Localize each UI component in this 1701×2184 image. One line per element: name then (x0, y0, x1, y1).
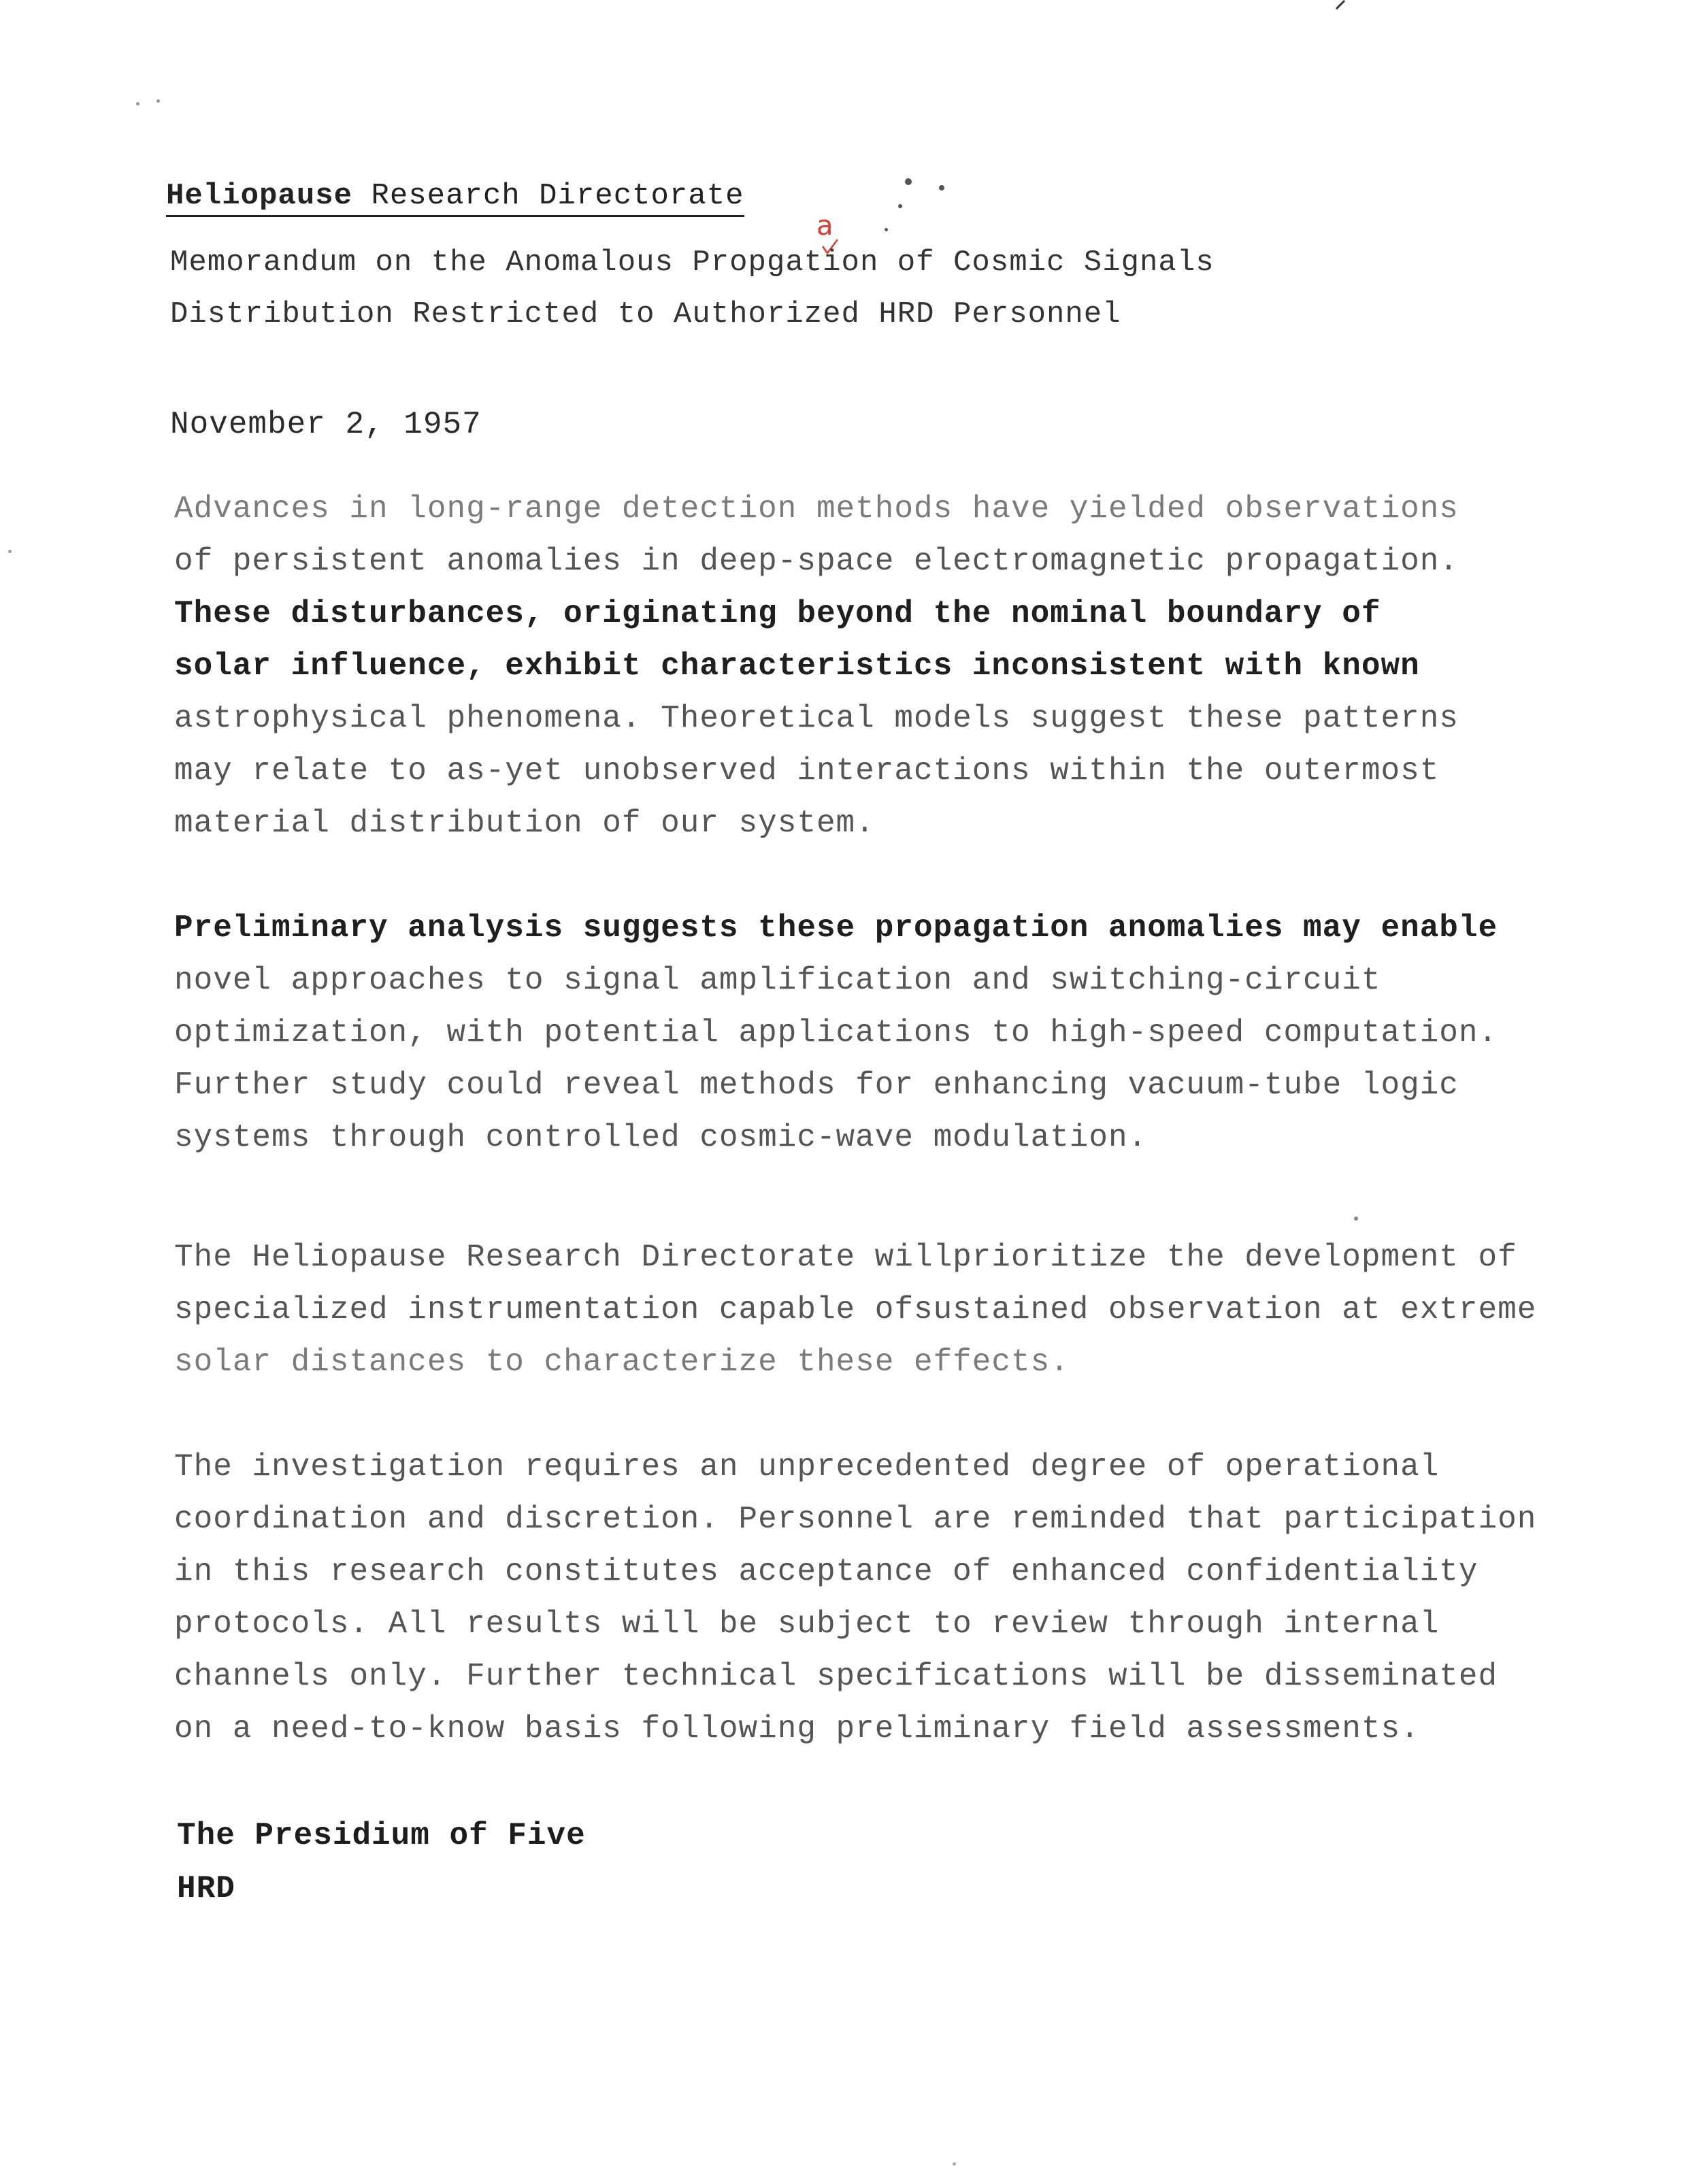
p3-line-2: specialized instrumentation capable ofsustained observation at extreme (174, 1292, 1537, 1327)
p4-line-2: coordination and discretion. Personnel are reminded that participation (174, 1502, 1537, 1537)
memo-date: November 2, 1957 (170, 407, 482, 442)
p2-line-1: Preliminary analysis suggests these propagation anomalies may enable (174, 910, 1498, 946)
p4-line-5: channels only. Further technical specifications will be disseminated (174, 1659, 1498, 1694)
heading-bold-word: Heliopause (166, 179, 353, 213)
p2-line-2: novel approaches to signal amplification and switching-circuit (174, 963, 1381, 998)
p1-line-4: solar influence, exhibit characteristics inconsistent with known (174, 648, 1420, 684)
memo-subtitle-line-1: Memorandum on the Anomalous Propgation of Cosmic Signals (170, 246, 1215, 280)
correction-letter: a (816, 210, 833, 242)
p2-line-3: optimization, with potential applications to high-speed computation. (174, 1015, 1498, 1050)
p1-line-5: astrophysical phenomena. Theoretical models suggest these patterns (174, 701, 1459, 736)
scan-speck (136, 102, 139, 105)
p3-line-1: The Heliopause Research Directorate willprioritize the development of (174, 1240, 1517, 1275)
p1-line-3: These disturbances, originating beyond the nominal boundary of (174, 596, 1381, 631)
heading-rest: Research Directorate (352, 179, 744, 213)
scan-speck (905, 178, 912, 185)
memo-heading (166, 178, 744, 217)
scan-speck (939, 185, 944, 191)
scan-speck (1354, 1217, 1358, 1221)
scan-speck (885, 228, 888, 231)
p2-line-4: Further study could reveal methods for enhancing vacuum-tube logic (174, 1068, 1459, 1103)
p1-line-1: Advances in long-range detection methods have yielded observations (174, 491, 1459, 527)
stray-pen-mark (1334, 0, 1347, 10)
p4-line-1: The investigation requires an unprecedented degree of operational (174, 1449, 1440, 1485)
p1-line-6: may relate to as-yet unobserved interactions within the outermost (174, 753, 1440, 789)
p1-line-2: of persistent anomalies in deep-space electromagnetic propagation. (174, 544, 1459, 579)
p4-line-3: in this research constitutes acceptance of enhanced confidentiality (174, 1554, 1479, 1589)
p4-line-4: protocols. All results will be subject to review through internal (174, 1606, 1440, 1642)
signature-line-1: The Presidium of Five (177, 1818, 586, 1853)
p2-line-5: systems through controlled cosmic-wave modulation. (174, 1120, 1148, 1155)
scan-speck (953, 2162, 956, 2166)
scan-speck (898, 204, 902, 208)
scan-speck (8, 550, 12, 553)
signature-line-2: HRD (177, 1871, 235, 1906)
scan-speck (156, 99, 160, 103)
memo-subtitle-line-2: Distribution Restricted to Authorized HRD Personnel (170, 297, 1121, 331)
p1-line-7: material distribution of our system. (174, 806, 875, 841)
p4-line-6: on a need-to-know basis following preliminary field assessments. (174, 1711, 1420, 1747)
p3-line-3: solar distances to characterize these effects. (174, 1344, 1070, 1380)
